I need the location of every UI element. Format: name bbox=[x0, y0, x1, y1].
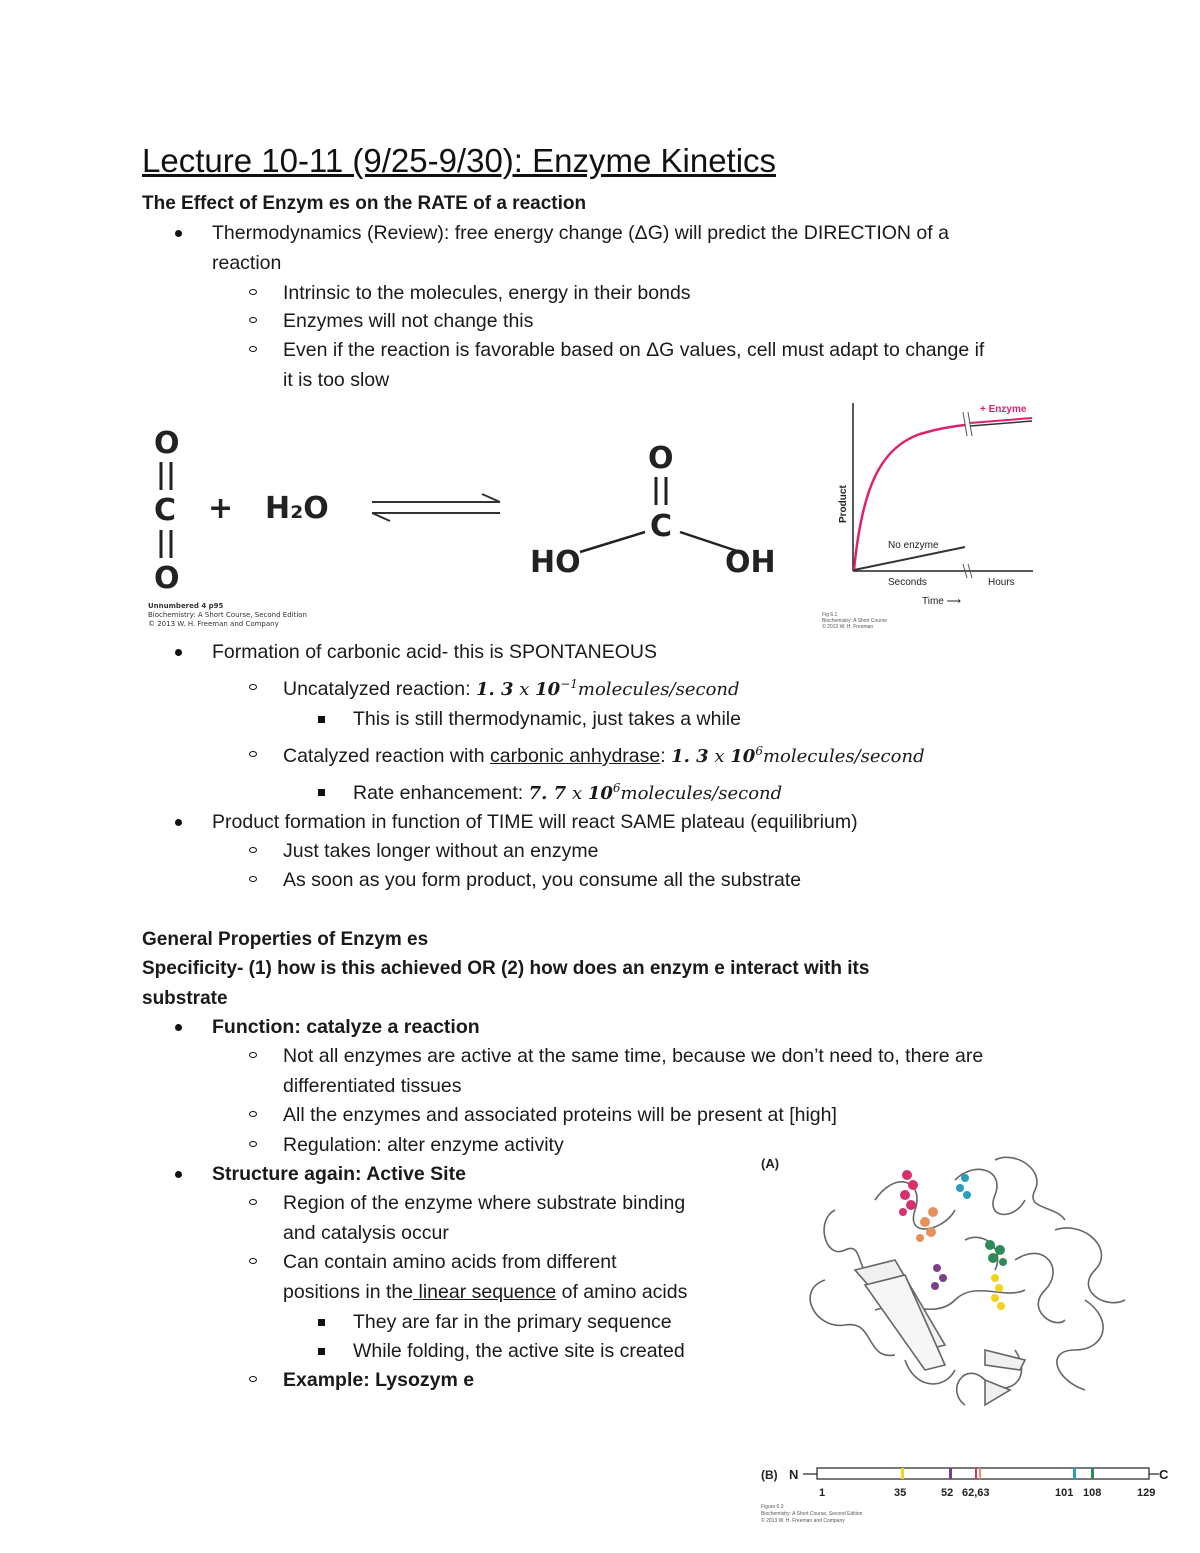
catalyzed-coef: 1. 3 bbox=[671, 746, 709, 767]
uncatalyzed-label: Uncatalyzed reaction: bbox=[283, 678, 476, 700]
graph-x-seconds: Seconds bbox=[888, 577, 927, 588]
pos-101: 101 bbox=[1055, 1487, 1074, 1499]
rate-enhancement-label: Rate enhancement: bbox=[353, 782, 529, 804]
sub-bullet-present-high: All the enzymes and associated proteins will be present at [high] bbox=[283, 1104, 837, 1126]
section-heading-enzyme-rate: The Effect of Enzym es on the RATE of a reaction bbox=[142, 193, 587, 214]
graph-x-hours: Hours bbox=[988, 577, 1015, 588]
co2-oxygen-top: O bbox=[154, 426, 180, 461]
graph-xlabel: Time ⟶ bbox=[922, 596, 961, 607]
sub-bullet-enzymes-no-change: Enzymes will not change this bbox=[283, 310, 534, 332]
bullet-carbonic-acid: Formation of carbonic acid- this is SPONTANEOUS bbox=[212, 641, 658, 663]
sub-bullet-regulation: Regulation: alter enzyme activity bbox=[283, 1134, 564, 1156]
sub-bullet-favorable-cont: it is too slow bbox=[283, 369, 390, 391]
sequence-bar bbox=[817, 1468, 1149, 1479]
rate-units: molecules/second bbox=[620, 783, 783, 804]
product-carbon: C bbox=[650, 509, 673, 544]
sub-bullet-not-all-active: Not all enzymes are active at the same time, because we don’t need to, there are bbox=[283, 1045, 984, 1067]
reaction-caption-line2: Biochemistry: A Short Course, Second Edition bbox=[148, 611, 307, 619]
residue-63-marker bbox=[979, 1468, 981, 1479]
sub-bullet-example-lysozyme: Example: Lysozym e bbox=[283, 1369, 475, 1391]
of-amino-acids-text: of amino acids bbox=[556, 1281, 688, 1303]
residue-35-marker bbox=[901, 1468, 904, 1479]
lysozyme-caption-line1: Figure 6.3 bbox=[761, 1504, 784, 1510]
bullet-structure-active-site: Structure again: Active Site bbox=[212, 1163, 466, 1185]
positions-text: positions in the bbox=[283, 1281, 414, 1303]
figure-label-a: (A) bbox=[761, 1156, 780, 1171]
no-enzyme-label: No enzyme bbox=[888, 540, 939, 551]
bullet-thermodynamics: Thermodynamics (Review): free energy change (ΔG) will predict the DIRECTION of a bbox=[212, 222, 949, 244]
bullet-product-formation: Product formation in function of TIME will react SAME plateau (equilibrium) bbox=[212, 811, 858, 833]
specificity-heading: Specificity- (1) how is this achieved OR (2) how does an enzym e interact with its bbox=[142, 958, 870, 979]
pos-52: 52 bbox=[941, 1487, 954, 1499]
lysozyme-structure-figure bbox=[755, 1150, 1155, 1420]
product-hydroxyl-left: HO bbox=[530, 545, 581, 580]
residue-108-marker bbox=[1091, 1468, 1094, 1479]
sub-bullet-intrinsic: Intrinsic to the molecules, energy in their bonds bbox=[283, 282, 691, 304]
sub-bullet-takes-longer: Just takes longer without an enzyme bbox=[283, 840, 599, 862]
bullet-function: Function: catalyze a reaction bbox=[212, 1016, 480, 1038]
catalyzed-exp: 6 bbox=[755, 744, 763, 758]
graph-caption-line3: © 2013 W. H. Freeman bbox=[822, 624, 874, 630]
graph-caption-line2: Biochemistry: A Short Course bbox=[822, 618, 888, 624]
sub-sub-bullet-far-apart: They are far in the primary sequence bbox=[353, 1311, 672, 1333]
c-terminus: C bbox=[1159, 1467, 1169, 1482]
pos-35: 35 bbox=[894, 1487, 907, 1499]
catalyzed-colon: : bbox=[660, 745, 672, 767]
sub-bullet-consume-substrate: As soon as you form product, you consume all the substrate bbox=[283, 869, 802, 891]
graph-ylabel: Product bbox=[838, 485, 849, 523]
catalyzed-label: Catalyzed reaction with bbox=[283, 745, 491, 767]
uncatalyzed-exp: −1 bbox=[560, 677, 578, 691]
residue-52-marker bbox=[949, 1468, 952, 1479]
sub-bullet-not-all-active-cont: differentiated tissues bbox=[283, 1075, 462, 1097]
pos-129: 129 bbox=[1137, 1487, 1156, 1499]
lysozyme-caption-line2: Biochemistry: A Short Course, Second Edition bbox=[761, 1511, 863, 1517]
lysozyme-sequence-figure bbox=[755, 1460, 1175, 1540]
sub-bullet-catalyzed bbox=[283, 744, 925, 768]
bullet-thermodynamics-cont: reaction bbox=[212, 252, 282, 274]
uncatalyzed-units: molecules/second bbox=[577, 679, 740, 700]
carbonic-acid-reaction-figure bbox=[140, 420, 800, 630]
plus-sign: + bbox=[208, 491, 234, 526]
specificity-heading-cont: substrate bbox=[142, 988, 228, 1009]
uncatalyzed-coef: 1. 3 bbox=[475, 679, 514, 700]
product-time-graph bbox=[820, 398, 1050, 633]
reaction-caption-line3: © 2013 W. H. Freeman and Company bbox=[148, 620, 279, 628]
equilibrium-arrows-icon bbox=[372, 494, 500, 521]
pos-108: 108 bbox=[1083, 1487, 1102, 1499]
graph-caption-line1: Fig 6.1 bbox=[822, 612, 838, 618]
sub-bullet-amino-acids: Can contain amino acids from different bbox=[283, 1251, 617, 1273]
catalyzed-units: molecules/second bbox=[762, 746, 925, 767]
sub-sub-bullet-rate-enhancement bbox=[353, 781, 782, 805]
rate-exp: 6 bbox=[612, 781, 621, 795]
uncatalyzed-base: 10 bbox=[535, 679, 561, 700]
sub-sub-bullet-folding: While folding, the active site is created bbox=[353, 1340, 685, 1362]
sub-bullet-uncatalyzed bbox=[283, 677, 740, 701]
reaction-caption-line1: Unnumbered 4 p95 bbox=[148, 602, 224, 610]
sub-sub-bullet-thermodynamic: This is still thermodynamic, just takes a while bbox=[353, 708, 741, 730]
co2-carbon: C bbox=[154, 493, 177, 528]
sub-bullet-favorable: Even if the reaction is favorable based on ΔG values, cell must adapt to change if bbox=[283, 339, 985, 361]
lysozyme-caption-line3: © 2013 W. H. Freeman and Company bbox=[761, 1518, 845, 1524]
rate-times: x bbox=[566, 783, 588, 804]
sub-bullet-region: Region of the enzyme where substrate binding bbox=[283, 1192, 686, 1214]
pos-1: 1 bbox=[819, 1487, 826, 1499]
rate-coef: 7. 7 bbox=[528, 783, 567, 804]
figure-label-b: (B) bbox=[761, 1468, 778, 1482]
product-hydroxyl-right: OH bbox=[725, 545, 776, 580]
residue-62-marker bbox=[975, 1468, 977, 1479]
section-heading-general-properties: General Properties of Enzym es bbox=[142, 929, 429, 950]
product-oxygen: O bbox=[648, 441, 674, 476]
n-terminus: N bbox=[789, 1467, 799, 1482]
pos-62-63: 62,63 bbox=[962, 1487, 990, 1499]
enzyme-label: + Enzyme bbox=[980, 404, 1027, 415]
sub-bullet-amino-acids-cont bbox=[283, 1281, 687, 1304]
linear-sequence-text: linear sequence bbox=[413, 1281, 557, 1303]
sub-bullet-region-cont: and catalysis occur bbox=[283, 1222, 449, 1244]
uncatalyzed-rate bbox=[476, 679, 740, 700]
catalyzed-rate bbox=[671, 746, 925, 767]
water-formula: H₂O bbox=[265, 491, 329, 526]
rate-base: 10 bbox=[587, 783, 613, 804]
catalyzed-base: 10 bbox=[730, 746, 756, 767]
co2-oxygen-bottom: O bbox=[154, 561, 180, 596]
carbonic-anhydrase-text: carbonic anhydrase bbox=[490, 745, 661, 767]
catalyzed-times: x bbox=[708, 746, 731, 767]
page-title: Lecture 10-11 (9/25-9/30): Enzyme Kinetics bbox=[142, 142, 777, 179]
uncatalyzed-times: x bbox=[513, 679, 536, 700]
residue-101-marker bbox=[1073, 1468, 1076, 1479]
rate-enhancement-value bbox=[529, 783, 783, 804]
